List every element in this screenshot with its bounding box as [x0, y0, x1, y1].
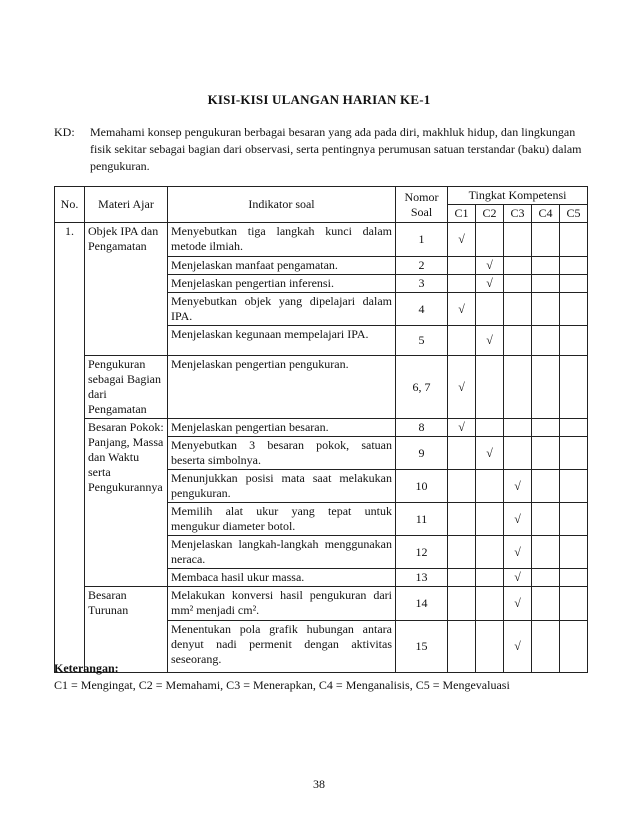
level-cell-c4	[532, 536, 560, 569]
level-cell-c4	[532, 326, 560, 356]
level-cell-c3	[504, 419, 532, 437]
level-cell-c3	[504, 326, 532, 356]
level-cell-c5	[560, 503, 588, 536]
table-row	[55, 587, 588, 621]
indikator-cell: Menjelaskan pengertian besaran.	[168, 419, 396, 437]
table-row	[55, 419, 588, 437]
keterangan-text: C1 = Mengingat, C2 = Memahami, C3 = Menerapkan, C4 = Menganalisis, C5 = Mengevaluasi	[54, 678, 510, 692]
level-cell-c1	[448, 536, 476, 569]
level-cell-c2	[476, 326, 504, 356]
level-cell-c1	[448, 587, 476, 621]
check-mark-icon: √	[458, 232, 465, 246]
nomor-cell: 5	[396, 326, 448, 356]
level-cell-c4	[532, 223, 560, 257]
level-cell-c2	[476, 569, 504, 587]
check-mark-icon: √	[486, 258, 493, 272]
nomor-cell: 12	[396, 536, 448, 569]
level-cell-c5	[560, 437, 588, 470]
level-cell-c5	[560, 470, 588, 503]
level-cell-c5	[560, 419, 588, 437]
materi-cell: Besaran Pokok: Panjang, Massa dan Waktu serta Pengukurannya	[85, 419, 168, 587]
header-no: No.	[55, 187, 85, 223]
nomor-cell: 3	[396, 275, 448, 293]
level-cell-c5	[560, 569, 588, 587]
page-title: KISI-KISI ULANGAN HARIAN KE-1	[207, 92, 431, 107]
level-cell-c2	[476, 257, 504, 275]
level-cell-c5	[560, 587, 588, 621]
header-level-c3: C3	[504, 205, 532, 223]
kd-block	[54, 124, 584, 175]
level-cell-c4	[532, 437, 560, 470]
indikator-cell: Menjelaskan manfaat pengamatan.	[168, 257, 396, 275]
level-cell-c2	[476, 470, 504, 503]
level-cell-c2	[476, 356, 504, 419]
level-cell-c3	[504, 470, 532, 503]
level-cell-c1	[448, 419, 476, 437]
level-cell-c3	[504, 275, 532, 293]
check-mark-icon: √	[486, 333, 493, 347]
check-mark-icon: √	[514, 639, 521, 653]
level-cell-c5	[560, 536, 588, 569]
header-level-c2: C2	[476, 205, 504, 223]
check-mark-icon: √	[514, 478, 521, 493]
level-cell-c4	[532, 569, 560, 587]
table-row	[55, 356, 588, 419]
level-cell-c2	[476, 536, 504, 569]
level-cell-c5	[560, 293, 588, 326]
level-cell-c1	[448, 275, 476, 293]
check-mark-icon: √	[514, 544, 521, 559]
level-cell-c5	[560, 223, 588, 257]
header-level-c1: C1	[448, 205, 476, 223]
table-row	[55, 223, 588, 257]
level-cell-c5	[560, 356, 588, 419]
check-mark-icon: √	[514, 511, 521, 526]
level-cell-c3	[504, 569, 532, 587]
level-cell-c3	[504, 503, 532, 536]
level-cell-c4	[532, 356, 560, 419]
level-cell-c3	[504, 437, 532, 470]
level-cell-c3	[504, 356, 532, 419]
level-cell-c1	[448, 356, 476, 419]
indikator-cell: Memilih alat ukur yang tepat untuk mengukur diameter botol.	[168, 503, 396, 536]
level-cell-c4	[532, 275, 560, 293]
header-level-c4: C4	[532, 205, 560, 223]
level-cell-c4	[532, 293, 560, 326]
level-cell-c1	[448, 437, 476, 470]
level-cell-c1	[448, 503, 476, 536]
keterangan-heading: Keterangan:	[54, 661, 119, 675]
nomor-cell: 13	[396, 569, 448, 587]
header-indikator: Indikator soal	[168, 187, 396, 223]
nomor-cell: 2	[396, 257, 448, 275]
header-nomor: Nomor Soal	[396, 187, 448, 223]
nomor-cell: 6, 7	[396, 356, 448, 419]
level-cell-c1	[448, 257, 476, 275]
level-cell-c3	[504, 293, 532, 326]
level-cell-c4	[532, 470, 560, 503]
header-level-c5: C5	[560, 205, 588, 223]
indikator-cell: Menyebutkan tiga langkah kunci dalam metode ilmiah.	[168, 223, 396, 257]
nomor-cell: 14	[396, 587, 448, 621]
check-mark-icon: √	[514, 570, 521, 584]
check-mark-icon: √	[486, 445, 493, 460]
nomor-cell: 8	[396, 419, 448, 437]
check-mark-icon: √	[458, 379, 465, 394]
level-cell-c2	[476, 275, 504, 293]
level-cell-c2	[476, 503, 504, 536]
indikator-cell: Menunjukkan posisi mata saat melakukan pengukuran.	[168, 470, 396, 503]
level-cell-c4	[532, 419, 560, 437]
level-cell-c2	[476, 437, 504, 470]
indikator-cell: Menjelaskan pengertian inferensi.	[168, 275, 396, 293]
level-cell-c2	[476, 587, 504, 621]
level-cell-c1	[448, 223, 476, 257]
level-cell-c2	[476, 419, 504, 437]
level-cell-c4	[532, 257, 560, 275]
level-cell-c3	[504, 223, 532, 257]
indikator-cell: Menyebutkan 3 besaran pokok, satuan beserta simbolnya.	[168, 437, 396, 470]
level-cell-c1	[448, 470, 476, 503]
materi-cell: Besaran Turunan	[85, 587, 168, 673]
nomor-cell: 1	[396, 223, 448, 257]
check-mark-icon: √	[458, 301, 465, 316]
level-cell-c1	[448, 569, 476, 587]
nomor-cell: 4	[396, 293, 448, 326]
level-cell-c5	[560, 275, 588, 293]
header-materi: Materi Ajar	[85, 187, 168, 223]
nomor-cell: 9	[396, 437, 448, 470]
level-cell-c5	[560, 257, 588, 275]
level-cell-c1	[448, 293, 476, 326]
level-cell-c4	[532, 587, 560, 621]
level-cell-c2	[476, 293, 504, 326]
page-number: 38	[313, 777, 325, 791]
row-number: 1.	[55, 223, 85, 673]
kisi-table	[54, 186, 588, 673]
indikator-cell: Menjelaskan kegunaan mempelajari IPA.	[168, 326, 396, 356]
indikator-cell: Membaca hasil ukur massa.	[168, 569, 396, 587]
level-cell-c3	[504, 257, 532, 275]
level-cell-c1	[448, 326, 476, 356]
kd-text: Memahami konsep pengukuran berbagai besaran yang ada pada diri, makhluk hidup, dan lingkungan fisik sekitar sebagai bagian dari observasi, serta pentingnya perumusan satuan terstandar (baku) dalam pengukuran.	[90, 125, 582, 173]
nomor-cell: 15	[396, 621, 448, 673]
level-cell-c3	[504, 536, 532, 569]
nomor-cell: 10	[396, 470, 448, 503]
level-cell-c3	[504, 587, 532, 621]
indikator-cell: Menjelaskan pengertian pengukuran.	[168, 356, 396, 419]
indikator-cell: Menyebutkan objek yang dipelajari dalam IPA.	[168, 293, 396, 326]
check-mark-icon: √	[514, 596, 521, 610]
indikator-cell: Menentukan pola grafik hubungan antara denyut nadi permenit dengan aktivitas seseorang.	[168, 621, 396, 673]
indikator-cell: Melakukan konversi hasil pengukuran dari mm² menjadi cm².	[168, 587, 396, 621]
materi-cell: Objek IPA dan Pengamatan	[85, 223, 168, 356]
keterangan	[54, 660, 614, 694]
indikator-cell: Menjelaskan langkah-langkah menggunakan neraca.	[168, 536, 396, 569]
nomor-cell: 11	[396, 503, 448, 536]
header-tingkat: Tingkat Kompetensi	[448, 187, 588, 205]
materi-cell: Pengukuran sebagai Bagian dari Pengamatan	[85, 356, 168, 419]
kd-label: KD:	[54, 125, 75, 139]
level-cell-c2	[476, 223, 504, 257]
level-cell-c4	[532, 503, 560, 536]
check-mark-icon: √	[486, 276, 493, 290]
level-cell-c5	[560, 326, 588, 356]
check-mark-icon: √	[458, 420, 465, 434]
